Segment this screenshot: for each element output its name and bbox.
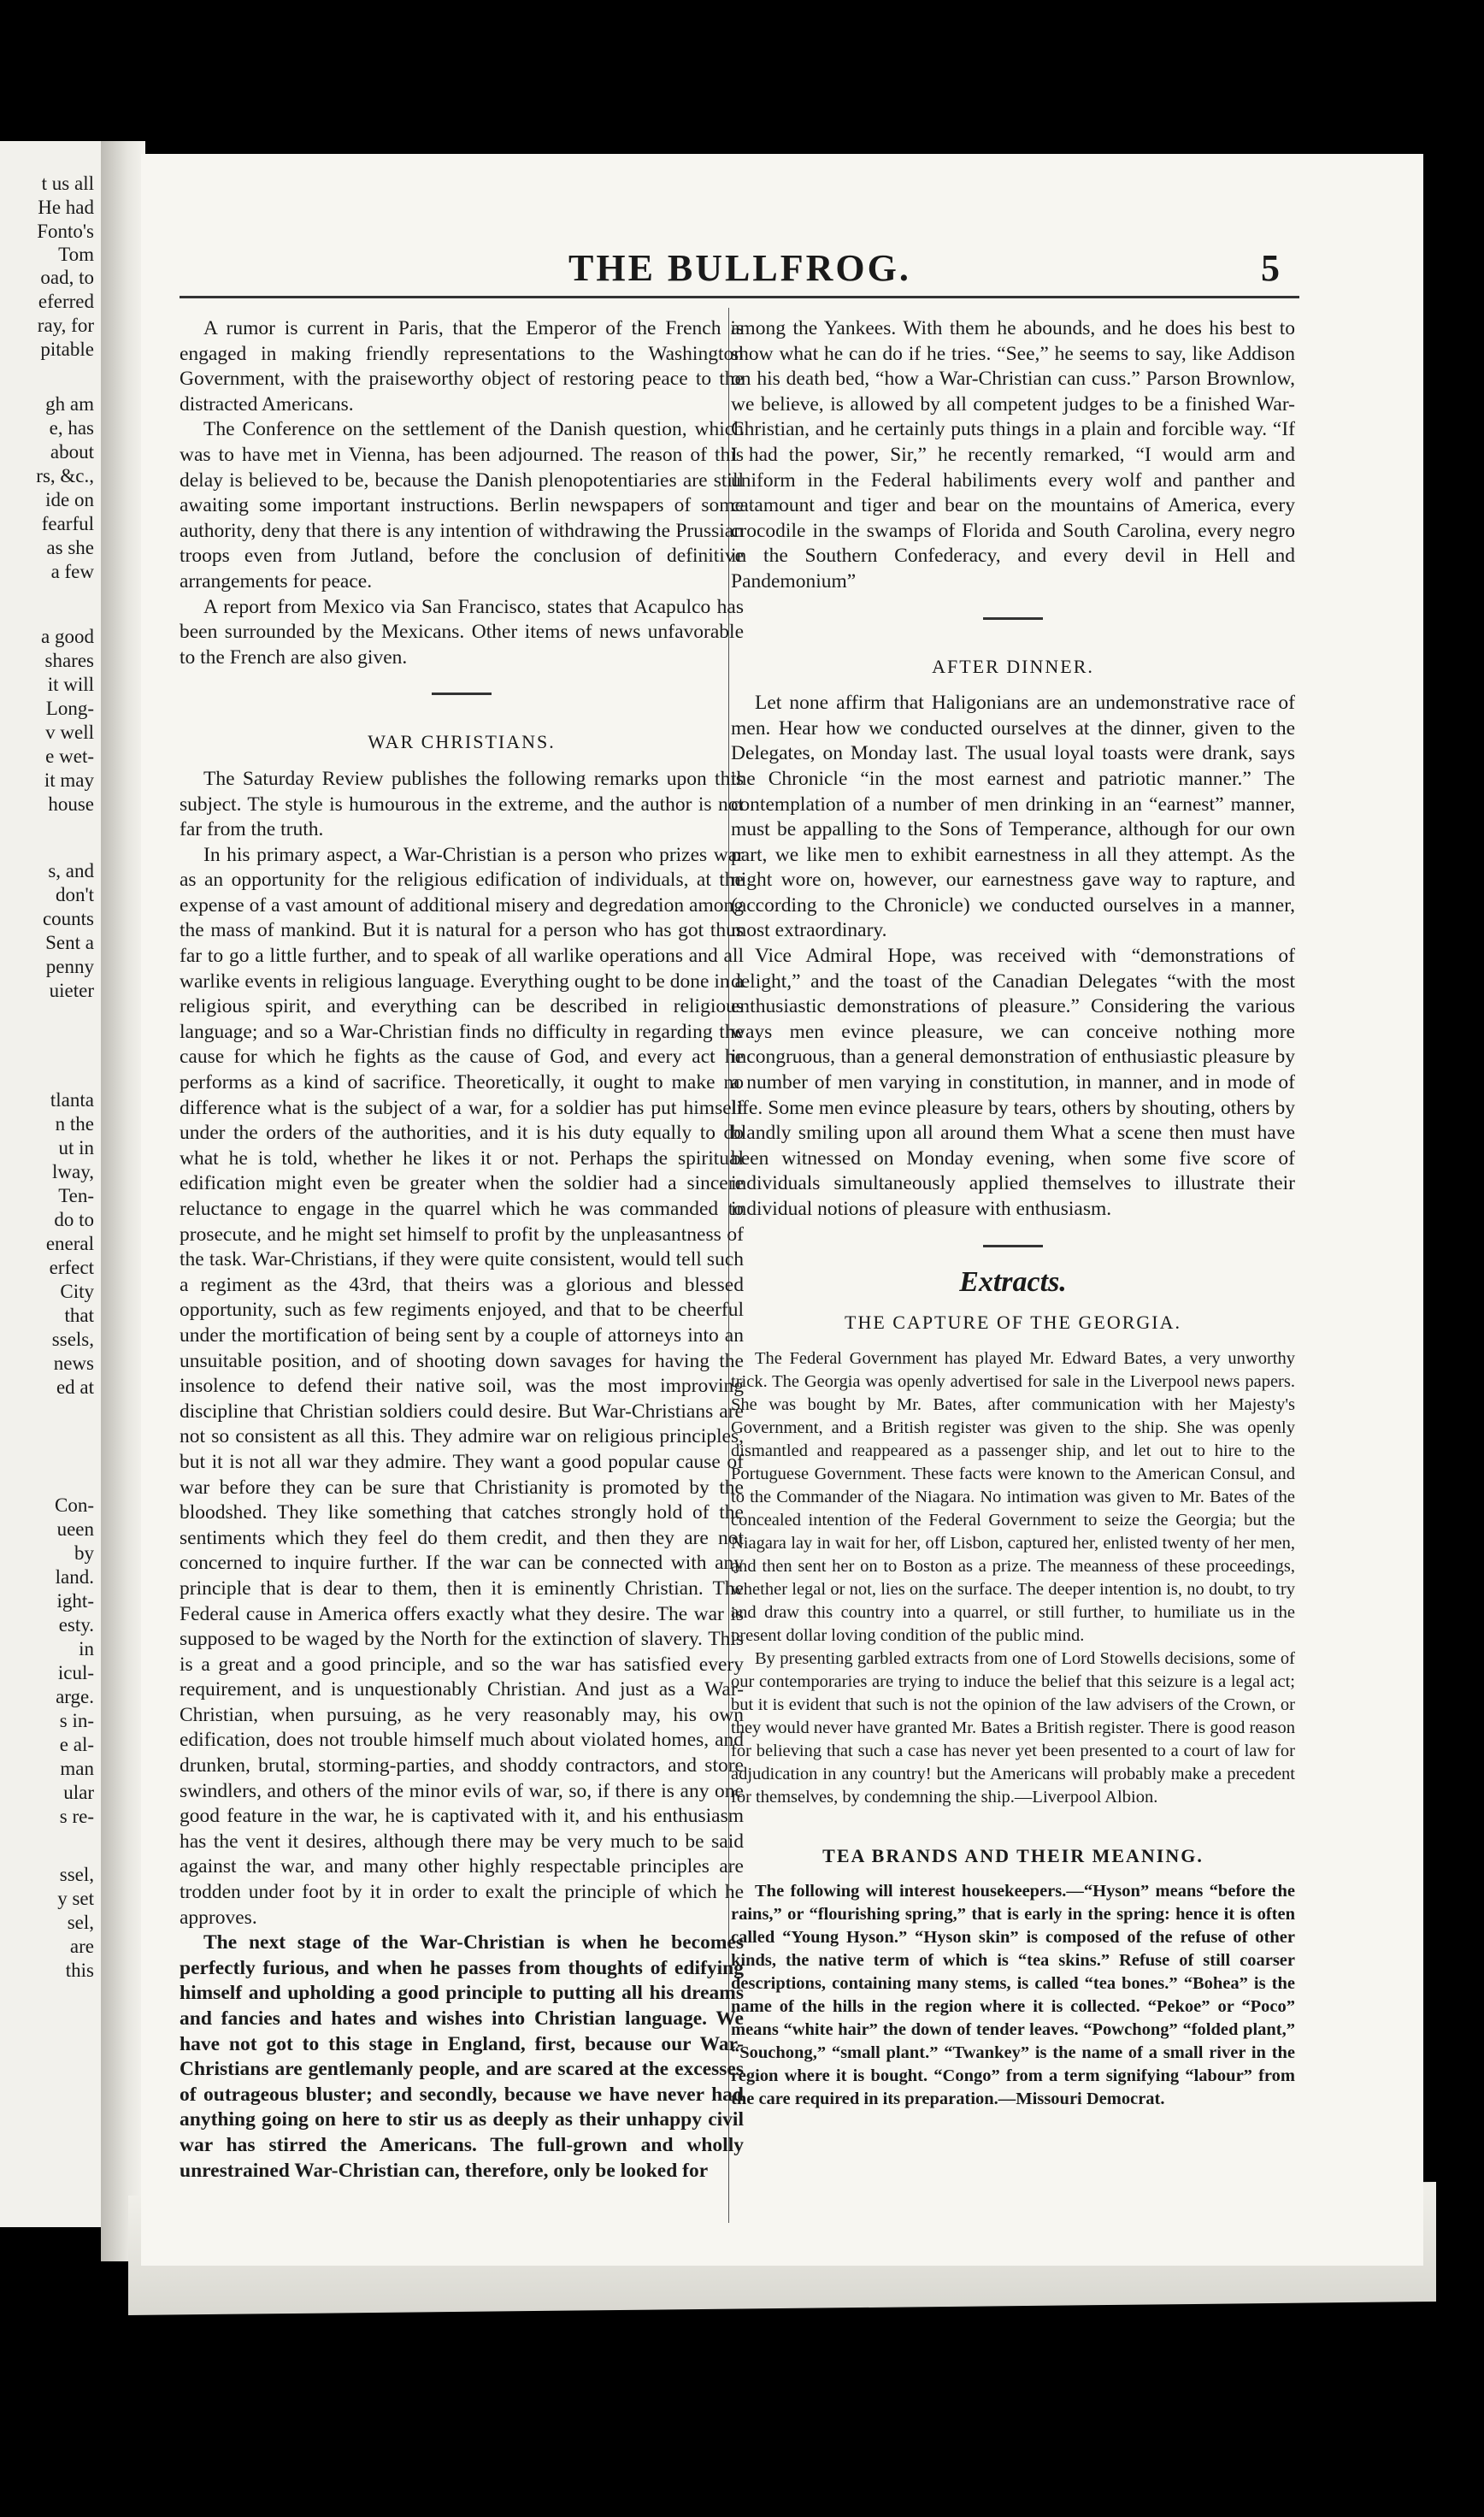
previous-page-fragment: s in- [59, 1710, 94, 1731]
previous-page-fragment: e al- [59, 1734, 94, 1755]
previous-page-fragment: t us all [41, 173, 94, 194]
previous-page-fragment: gh am [45, 393, 94, 415]
previous-page-fragment: don't [55, 884, 94, 905]
previous-page-fragment: Tom [58, 244, 94, 265]
previous-page-fragment: news [53, 1353, 94, 1374]
previous-page-fragment: eneral [45, 1233, 94, 1254]
previous-page-fragment: Ten- [58, 1185, 94, 1206]
previous-page-fragment: ueen [56, 1518, 94, 1540]
masthead-title: THE BULLFROG. [568, 247, 911, 289]
previous-page-fragment: esty. [58, 1614, 94, 1636]
previous-page-fragment: are [69, 1936, 94, 1957]
article-heading-georgia: THE CAPTURE OF THE GEORGIA. [845, 1312, 1181, 1334]
header-rule [180, 296, 1299, 298]
previous-page-edge [0, 141, 101, 2227]
previous-page-fragment: Con- [55, 1494, 94, 1516]
previous-page-fragment: e wet- [45, 746, 94, 767]
previous-page-fragment: y set [57, 1888, 94, 1909]
previous-page-fragment: ed at [56, 1376, 94, 1398]
previous-page-fragment: rs, &c., [36, 465, 94, 486]
article-paragraph: In his primary aspect, a War-Christian is a person who prizes war as an opportunity for the religious edification of individuals, at the expense of a vast amount of additional misery and degredation among the mass of mankind. But it is natural for a person who has got thus far to go a little further, and to speak of all warlike operations and all warlike events in religious language. Everything ought to be done in a religious spirit, and everything can be described in religious language; and so a War-Christian finds no difficulty in regarding the cause for which he fights as the cause of God, and every act he performs as a kind of sacrifice. Theoretically, it ought to make no difference what is the subject of a war, for a soldier has put himself under the orders of the authorities, and it is his duty equally to do what he is told, whether he likes it or not. Perhaps the spiritual edification might even be greater when the soldier had a sincere reluctance to engage in the quarrel which he was commanded to prosecute, and he might set himself to profit by the unpleasantness of the task. War-Christians, if they were quite consistent, would tell such a regiment as the 43rd, that theirs was a glorious and blessed opportunity, such as few regiments enjoyed, and that to be cheerful under the mortification of being sent by a couple of attorneys into an unsuitable position, and of shooting down savages for having the insolence to defend their native soil, was the most improving discipline that Christian soldiers could desire. But War-Christians are not so consistent as all this. They admire war on religious principles, but it is not all war they admire. They want a good popular cause of war before they can be sure that Christianity is promoted by the bloodshed. They like something that catches strongly hold of the sentiments which they feel do them credit, and then they are not concerned to inquire further. If the war can be connected with any principle that is dear to them, then it is eminently Christian. The Federal cause in America offers exactly what they desire. The war is supposed to be waged by the North for the extinction of slavery. This is a great and a good principle, and so the war has satisfied every requirement, and is unquestionably Christian. And just as a War-Christian, when pursuing, as he very reasonably may, his own edification, does not trouble himself much about violated homes, and drunken, brutal, storming-parties, and shoddy contractors, and store swindlers, and others of the minor evils of war, so, if there is any one good feature in the war, he is captivated with it, and his enthusiasm has the vent it desires, although there may be very much to be said against the war, and many other highly respectable principles are trodden under foot by it in order to exalt the principle of which he approves. [180, 843, 744, 1929]
article-paragraph: By presenting garbled extracts from one of Lord Stowells decisions, some of our contemporaries are trying to induce the belief that this seizure is a legal act; but it is evident that such is not the opinion of the law advisers of the Crown, or they would never have granted Mr. Bates a British register. There is good reason for believing that such a case has never yet been presented to a court of law for adjudication in any country! but the Americans will probably make a precedent for themselves, by condemning the ship.—Liverpool Albion. [731, 1648, 1295, 1807]
page-number: 5 [1261, 247, 1280, 289]
previous-page-fragment: a few [50, 561, 94, 582]
page-gutter [101, 141, 145, 2261]
right-column [731, 316, 1295, 2111]
previous-page-fragment: it will [47, 674, 94, 695]
previous-page-fragment: e, has [49, 417, 94, 439]
previous-page-fragment: that [64, 1305, 94, 1326]
previous-page-fragment: ut in [58, 1137, 94, 1158]
previous-page-fragment: ssels, [51, 1329, 94, 1350]
left-column [180, 316, 744, 2184]
previous-page-fragment: sel, [67, 1912, 94, 1933]
previous-page-fragment: this [65, 1960, 94, 1981]
article-continuation: among the Yankees. With them he abounds, and he does his best to show what he can do if he tries. “See,” he seems to say, like Addison on his death bed, “how a War-Christian can cuss.” Parson Brownlow, we believe, is allowed by all competent judges to be a finished War-Christian, and he certainly puts things in a plain and forcible way. “If I had the power, Sir,” he recently remarked, “I would arm and uniform in the Federal habiliments every wolf and panther and catamount and tiger and bear on the mountains of America, every crocodile in the swamps of Florida and South Carolina, every negro in the Southern Confederacy, and every devil in Hell and Pandemonium” [731, 317, 1295, 592]
article-heading-after-dinner: AFTER DINNER. [932, 655, 1094, 677]
previous-page-fragment: City [60, 1281, 94, 1302]
previous-page-fragment: arge. [56, 1686, 94, 1707]
article-paragraph: The next stage of the War-Christian is when he becomes perfectly furious, and when he passes from thoughts of edifying himself and upholding a good principle to putting all his dreams and fancies and hates and wishes into Christian language. We have not got to this stage in England, first, because our War-Christians are gentlemanly people, and are scared at the excesses of outrageous bluster; and secondly, because we have never had anything going on here to stir us as deeply as their unhappy civil war has stirred the Americans. The full-grown and wholly unrestrained War-Christian can, therefore, only be looked for [180, 1931, 744, 2182]
previous-page-fragment: ular [63, 1782, 94, 1803]
previous-page-fragment: as she [46, 537, 94, 558]
previous-page-fragment: about [50, 441, 94, 463]
previous-page-fragment: fearful [41, 513, 94, 534]
extracts-heading: Extracts. [959, 1265, 1067, 1298]
previous-page-fragment: by [74, 1542, 94, 1564]
previous-page-fragment: in [79, 1638, 94, 1659]
previous-page-fragment: He had [38, 197, 94, 218]
article-paragraph: Let none affirm that Haligonians are an undemonstrative race of men. Hear how we conducted ourselves at the dinner, given to the Delegates, on Monday last. The usual loyal toasts were drank, says the Chronicle “in the most earnest and patriotic manner.” The contemplation of a number of men drinking in an “earnest” manner, must be appalling to the Sons of Temperance, although for our own part, we like men to exhibit earnestness in all they attempt. As the night wore on, however, our earnestness gave way to rapture, and (according to the Chronicle) we conducted ourselves in a manner, most extraordinary. [731, 692, 1295, 942]
news-paragraph: A rumor is current in Paris, that the Emperor of the French is engaged in making friendly representations to the Washington Government, with the praiseworthy object of restoring peace to the distracted Americans. [180, 317, 744, 416]
article-paragraph: Vice Admiral Hope, was received with “demonstrations of delight,” and the toast of the Canadian Delegates “with the most enthusiastic demonstrations of pleasure.” Considering the various ways men evince pleasure, we can conceive nothing more incongruous, than a general demonstration of enthusiastic pleasure by a number of men varying in constitution, in manner, and in mode of life. Some men evince pleasure by tears, others by shouting, others by blandly smiling upon all around them What a scene then must have been witnessed on Monday evening, when some five score of individuals simultaneously applied themselves to illustrate their individual notions of pleasure with enthusiasm. [731, 945, 1295, 1220]
article-heading-war-christians: WAR CHRISTIANS. [368, 731, 556, 753]
section-rule [983, 1245, 1043, 1247]
previous-page-fragment: s re- [59, 1806, 94, 1827]
previous-page-fragment: icul- [57, 1662, 94, 1683]
article-heading-tea: TEA BRANDS AND THEIR MEANING. [822, 1844, 1204, 1866]
previous-page-fragment: ight- [56, 1590, 94, 1612]
previous-page-fragment: n the [55, 1113, 94, 1135]
previous-page-fragment: counts [42, 908, 94, 929]
previous-page-fragment: do to [54, 1209, 94, 1230]
previous-page-fragment: v well [45, 722, 94, 743]
previous-page-fragment: Sent a [45, 932, 94, 953]
news-paragraph: A report from Mexico via San Francisco, states that Acapulco has been surrounded by the Mexicans. Other items of news unfavorable to the French are also given. [180, 595, 744, 669]
previous-page-fragment: s, and [48, 860, 94, 881]
previous-page-fragment: lway, [52, 1161, 94, 1182]
news-paragraph: The Conference on the settlement of the Danish question, which was to have met in Vienna, has been adjourned. The reason of this delay is believed to be, because the Danish plenopotentiaries are still awaiting some important instructions. Berlin newspapers of some authority, deny that there is any intention of withdrawing the Prussian troops even from Jutland, before the conclusion of definitive arrangements for peace. [180, 418, 744, 592]
previous-page-fragment: man [60, 1758, 94, 1779]
previous-page-fragment: house [48, 793, 94, 815]
previous-page-fragment: it may [44, 769, 94, 791]
previous-page-fragment: ray, for [37, 315, 94, 336]
previous-page-fragment: pitable [40, 339, 94, 360]
previous-page-fragment: ide on [45, 489, 94, 510]
previous-page-fragment: ssel, [59, 1864, 94, 1885]
section-rule [983, 617, 1043, 620]
previous-page-fragment: land. [55, 1566, 94, 1588]
previous-page-fragment: Fonto's [37, 221, 94, 242]
previous-page-fragment: eferred [38, 291, 94, 312]
previous-page-fragment: a good [41, 626, 94, 647]
previous-page-fragment: penny [45, 956, 94, 977]
previous-page-fragment: oad, to [40, 267, 94, 288]
section-rule [432, 693, 492, 695]
article-paragraph: The Federal Government has played Mr. Edward Bates, a very unworthy trick. The Georgia was openly advertised for sale in the Liverpool news papers. She was bought by Mr. Bates, after communication with her Majesty's Government, and a British register was given to the ship. She was openly dismantled and reappeared as a passenger ship, and let out to hire to the Portuguese Government. These facts were known to the American Consul, and to the Commander of the Niagara. No intimation was given to Mr. Bates of the concealed intention of the Federal Government to seize the Georgia; but the Niagara lay in wait for her, off Lisbon, captured her, enlisted twenty of her men, and then sent her on to Boston as a prize. The meanness of these proceedings, whether legal or not, lies on the surface. The deeper intention is, no doubt, to try and draw this country into a quarrel, or still further, to humiliate us in the present dollar loving condition of the public mind. [731, 1348, 1295, 1645]
article-paragraph: The Saturday Review publishes the following remarks upon this subject. The style is humourous in the extreme, and the author is not far from the truth. [180, 767, 744, 841]
previous-page-fragment: uieter [49, 980, 94, 1001]
previous-page-fragment: Long- [45, 698, 94, 719]
newspaper-page [141, 154, 1423, 2266]
article-paragraph: The following will interest housekeepers.—“Hyson” means “before the rains,” or “flourishing spring,” that is early in the spring: hence it is often called “Young Hyson.” “Hyson skin” is composed of the refuse of other kinds, the native term of which is “tea skins.” Refuse of still coarser descriptions, containing many stems, is called “tea bones.” “Bohea” is the name of the hills in the region where it is collected. “Pekoe” or “Poco” means “white hair” the down of tender leaves. “Powchong” “folded plant,” “Souchong,” “small plant.” “Twankey” is the name of a small river in the region where it is bought. “Congo” from a term signifying “labour” from the care required in its preparation.—Missouri Democrat. [731, 1882, 1295, 2109]
previous-page-fragment: tlanta [50, 1089, 94, 1111]
previous-page-fragment: shares [44, 650, 94, 671]
previous-page-fragment: erfect [49, 1257, 94, 1278]
